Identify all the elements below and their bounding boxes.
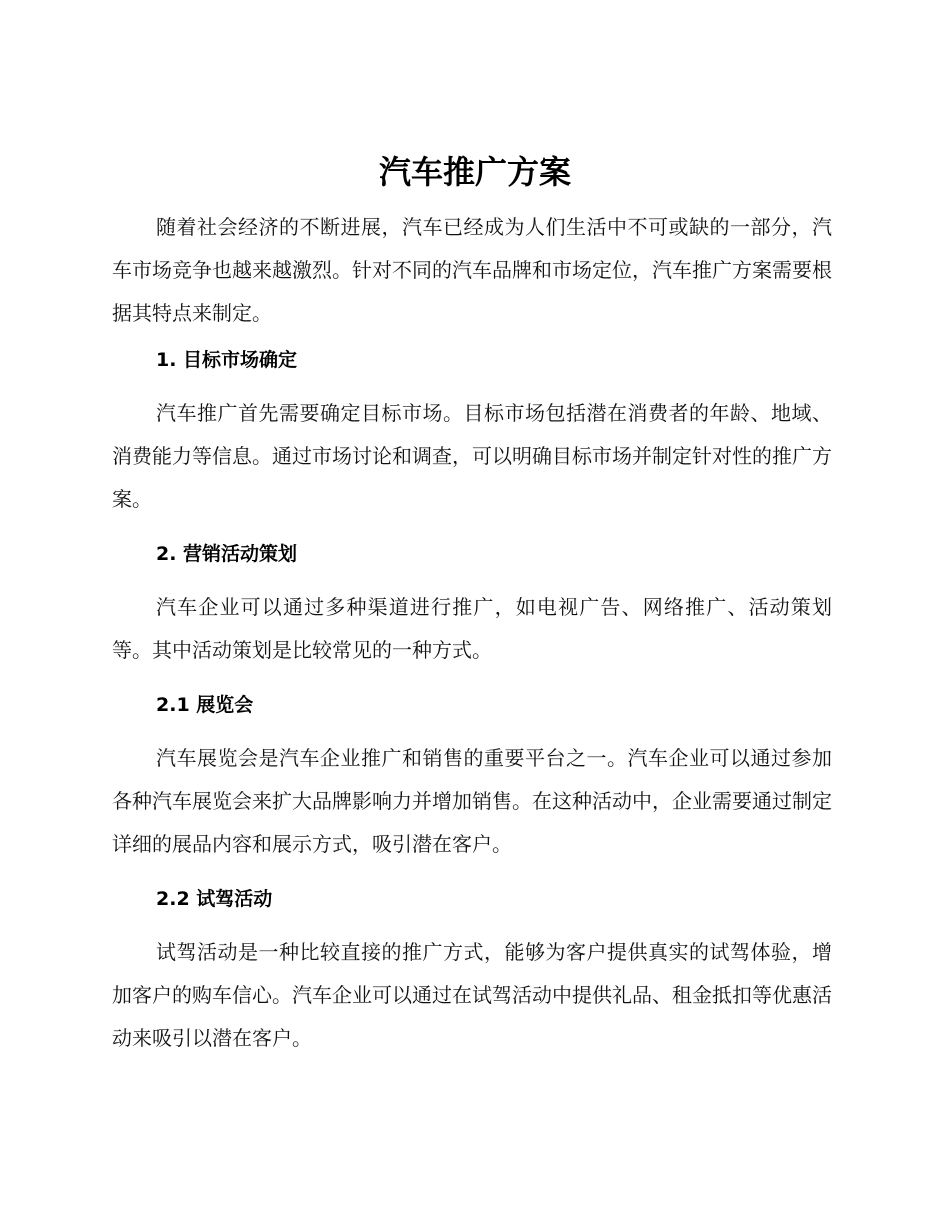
document-title: 汽车推广方案 [378, 153, 571, 191]
section-body-exhibition: 汽车展览会是汽车企业推广和销售的重要平台之一。汽车企业可以通过参加各种汽车展览会来扩大品牌影响力并增加销售。在这种活动中，企业需要通过制定详细的展品内容和展示方式，吸引潜在客户。 [112, 746, 832, 856]
section-body-target-market: 汽车推广首先需要确定目标市场。目标市场包括潜在消费者的年龄、地域、消费能力等信息。通过市场讨论和调查，可以明确目标市场并制定针对性的推广方案。 [112, 401, 832, 511]
section-body-marketing-activities: 汽车企业可以通过多种渠道进行推广，如电视广告、网络推广、活动策划等。其中活动策划是比较常见的一种方式。 [112, 595, 832, 662]
section-heading-test-drive: 2.2 试驾活动 [156, 888, 273, 910]
intro-paragraph: 随着社会经济的不断进展，汽车已经成为人们生活中不可或缺的一部分，汽车市场竞争也越来越激烈。针对不同的汽车品牌和市场定位，汽车推广方案需要根据其特点来制定。 [112, 215, 832, 325]
section-heading-target-market: 1. 目标市场确定 [156, 349, 298, 371]
section-body-test-drive: 试驾活动是一种比较直接的推广方式，能够为客户提供真实的试驾体验，增加客户的购车信心。汽车企业可以通过在试驾活动中提供礼品、租金抵扣等优惠活动来吸引以潜在客户。 [112, 940, 832, 1050]
section-heading-exhibition: 2.1 展览会 [156, 694, 254, 716]
section-heading-marketing-activities: 2. 营销活动策划 [156, 543, 298, 565]
